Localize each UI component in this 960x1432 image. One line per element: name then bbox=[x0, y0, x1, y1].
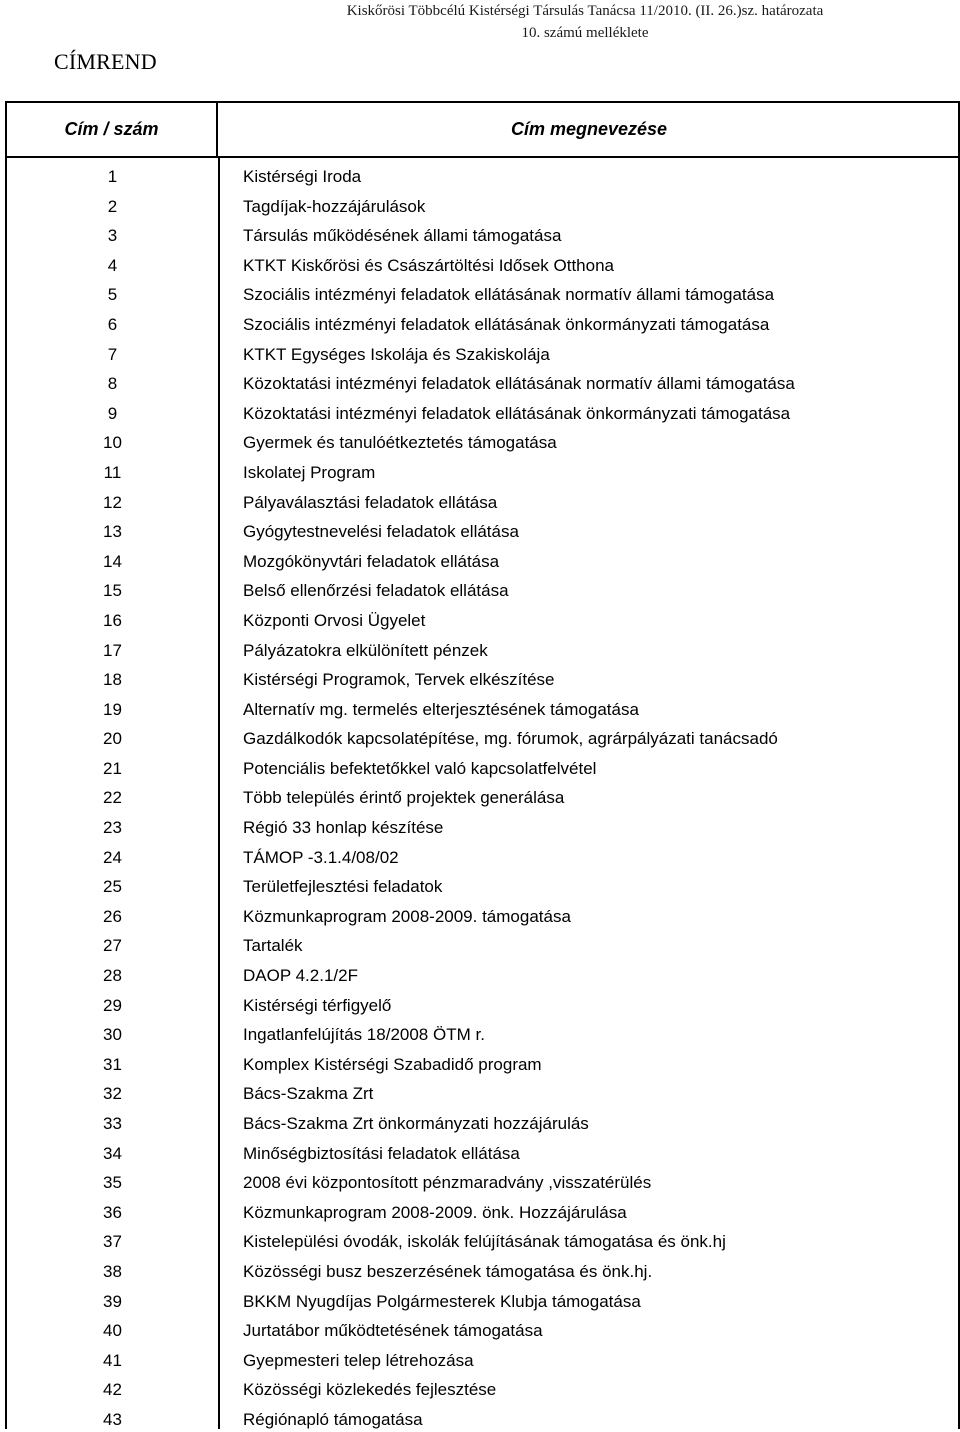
table-row bbox=[7, 1287, 958, 1317]
row-name-cell: Alternatív mg. termelés elterjesztésének támogatása bbox=[243, 699, 639, 719]
row-name-cell: Kistérségi Programok, Tervek elkészítése bbox=[243, 670, 555, 690]
row-name-cell: Ingatlanfelújítás 18/2008 ÖTM r. bbox=[243, 1025, 485, 1045]
row-name-cell: Közmunkaprogram 2008-2009. támogatása bbox=[243, 906, 571, 926]
table-row bbox=[7, 813, 958, 843]
row-number-cell: 36 bbox=[103, 1202, 122, 1222]
row-name-cell: Közoktatási intézményi feladatok ellátásának normatív állami támogatása bbox=[243, 374, 795, 394]
row-number-cell: 40 bbox=[103, 1321, 122, 1341]
row-name-cell: Tagdíjak-hozzájárulások bbox=[243, 196, 426, 216]
row-name-cell: Bács-Szakma Zrt bbox=[243, 1084, 374, 1104]
table-row bbox=[7, 517, 958, 547]
row-name-cell: Komplex Kistérségi Szabadidő program bbox=[243, 1054, 542, 1074]
row-name-cell: BKKM Nyugdíjas Polgármesterek Klubja támogatása bbox=[243, 1291, 641, 1311]
row-name-cell: Bács-Szakma Zrt önkormányzati hozzájárulás bbox=[243, 1114, 589, 1133]
row-number-cell: 21 bbox=[103, 758, 122, 778]
table-row bbox=[7, 961, 958, 991]
table-row bbox=[7, 1198, 958, 1228]
row-number-cell: 13 bbox=[103, 522, 122, 542]
row-name-cell: Tartalék bbox=[243, 936, 303, 956]
row-name-cell: Pályaválasztási feladatok ellátása bbox=[243, 492, 498, 512]
row-name-cell: Kistérségi Iroda bbox=[243, 167, 362, 186]
row-number-cell: 15 bbox=[103, 581, 122, 601]
row-number-cell: 35 bbox=[103, 1173, 122, 1193]
row-number-cell: 22 bbox=[103, 788, 122, 808]
row-name-cell: Gazdálkodók kapcsolatépítése, mg. fórumok, agrárpályázati tanácsadó bbox=[243, 729, 778, 749]
table-row bbox=[7, 991, 958, 1021]
row-name-cell: Gyermek és tanulóétkeztetés támogatása bbox=[243, 433, 557, 453]
row-number-cell: 16 bbox=[103, 610, 122, 630]
table-row bbox=[7, 754, 958, 784]
row-number-cell: 19 bbox=[103, 699, 122, 719]
row-name-cell: Területfejlesztési feladatok bbox=[243, 877, 443, 897]
row-name-cell: Jurtatábor működtetésének támogatása bbox=[243, 1321, 543, 1341]
document-header bbox=[300, 0, 870, 44]
row-name-cell: Központi Orvosi Ügyelet bbox=[243, 610, 426, 630]
table-row bbox=[7, 665, 958, 695]
table-row bbox=[7, 724, 958, 754]
row-name-cell: Szociális intézményi feladatok ellátásának normatív állami támogatása bbox=[243, 285, 775, 305]
row-name-cell: Gyógytestnevelési feladatok ellátása bbox=[243, 522, 519, 542]
table-body bbox=[7, 162, 958, 1432]
row-number-cell: 10 bbox=[103, 433, 122, 453]
row-name-cell: Közösségi közlekedés fejlesztése bbox=[243, 1380, 497, 1400]
column-header-number: Cím / szám bbox=[7, 103, 218, 156]
row-number-cell: 8 bbox=[107, 374, 118, 394]
table-row bbox=[7, 931, 958, 961]
table-row bbox=[7, 369, 958, 399]
table-row bbox=[7, 310, 958, 340]
table-row bbox=[7, 340, 958, 370]
row-number-cell: 17 bbox=[103, 640, 122, 660]
row-number-cell: 27 bbox=[103, 936, 122, 956]
table-row bbox=[7, 695, 958, 725]
table-row bbox=[7, 1257, 958, 1287]
row-name-cell: Kistelepülési óvodák, iskolák felújításának támogatása és önk.hj bbox=[243, 1232, 726, 1252]
table-row bbox=[7, 1109, 958, 1139]
table-row bbox=[7, 488, 958, 518]
table-row bbox=[7, 428, 958, 458]
header-annex-line: 10. számú melléklete bbox=[521, 25, 649, 41]
row-number-cell: 6 bbox=[107, 314, 118, 334]
row-number-cell: 24 bbox=[103, 847, 122, 867]
table-row bbox=[7, 1050, 958, 1080]
table-row bbox=[7, 251, 958, 281]
row-number-cell: 28 bbox=[103, 966, 122, 986]
table-row bbox=[7, 1227, 958, 1257]
row-name-cell: Közmunkaprogram 2008-2009. önk. Hozzájárulása bbox=[243, 1202, 627, 1222]
row-name-cell: Minőségbiztosítási feladatok ellátása bbox=[243, 1143, 520, 1163]
row-number-cell: 41 bbox=[103, 1350, 122, 1370]
row-number-cell: 18 bbox=[103, 670, 122, 690]
row-name-cell: KTKT Egységes Iskolája és Szakiskolája bbox=[243, 344, 550, 364]
row-name-cell: Közösségi busz beszerzésének támogatása és önk.hj. bbox=[243, 1261, 653, 1281]
table-row bbox=[7, 280, 958, 310]
table-row bbox=[7, 192, 958, 222]
table-row bbox=[7, 1375, 958, 1405]
table-row bbox=[7, 221, 958, 251]
table-row bbox=[7, 399, 958, 429]
row-number-cell: 9 bbox=[107, 403, 118, 423]
title-register-table bbox=[5, 101, 960, 1429]
row-number-cell: 33 bbox=[103, 1114, 122, 1133]
row-number-cell: 11 bbox=[103, 462, 122, 482]
table-row bbox=[7, 902, 958, 932]
row-name-cell: Mozgókönyvtári feladatok ellátása bbox=[243, 551, 500, 571]
table-row bbox=[7, 1346, 958, 1376]
row-number-cell: 2 bbox=[107, 196, 118, 216]
page-title: CÍMREND bbox=[54, 49, 157, 74]
table-row bbox=[7, 458, 958, 488]
row-name-cell: Potenciális befektetőkkel való kapcsolatfelvétel bbox=[243, 758, 597, 778]
row-name-cell: TÁMOP -3.1.4/08/02 bbox=[243, 847, 399, 867]
table-row bbox=[7, 1020, 958, 1050]
table-row bbox=[7, 1316, 958, 1346]
row-name-cell: Régió 33 honlap készítése bbox=[243, 818, 444, 838]
row-name-cell: KTKT Kiskőrösi és Császártöltési Idősek Otthona bbox=[243, 255, 615, 275]
column-header-name: Cím megnevezése bbox=[510, 119, 668, 139]
row-number-cell: 38 bbox=[103, 1261, 122, 1281]
row-number-cell: 29 bbox=[103, 995, 122, 1015]
row-number-cell: 3 bbox=[107, 226, 118, 246]
row-number-cell: 32 bbox=[103, 1084, 122, 1104]
table-row bbox=[7, 1139, 958, 1169]
row-number-cell: 30 bbox=[103, 1025, 122, 1045]
row-name-cell: 2008 évi központosított pénzmaradvány ,visszatérülés bbox=[243, 1173, 652, 1193]
row-number-cell: 25 bbox=[103, 877, 122, 897]
row-name-cell: Kistérségi térfigyelő bbox=[243, 995, 392, 1015]
row-name-cell: Pályázatokra elkülönített pénzek bbox=[243, 640, 488, 660]
row-name-cell: Gyepmesteri telep létrehozása bbox=[243, 1350, 474, 1370]
row-number-cell: 37 bbox=[103, 1232, 122, 1252]
row-number-cell: 4 bbox=[107, 255, 118, 275]
table-row bbox=[7, 547, 958, 577]
row-number-cell: 23 bbox=[103, 818, 122, 838]
table-row bbox=[7, 636, 958, 666]
row-number-cell: 34 bbox=[103, 1143, 122, 1163]
row-number-cell: 5 bbox=[107, 285, 118, 305]
row-name-cell: Társulás működésének állami támogatása bbox=[243, 226, 562, 246]
row-number-cell: 14 bbox=[103, 551, 122, 571]
header-resolution-line: Kiskőrösi Többcélú Kistérségi Társulás Tanácsa 11/2010. (II. 26.)sz. határozata bbox=[346, 3, 824, 19]
row-number-cell: 7 bbox=[107, 344, 118, 364]
table-header-row bbox=[7, 103, 958, 158]
row-number-cell: 26 bbox=[103, 906, 122, 926]
row-name-cell: Szociális intézményi feladatok ellátásának önkormányzati támogatása bbox=[243, 314, 770, 334]
row-name-cell: Belső ellenőrzési feladatok ellátása bbox=[243, 581, 509, 601]
table-row bbox=[7, 1079, 958, 1109]
table-row bbox=[7, 783, 958, 813]
row-number-cell: 1 bbox=[107, 167, 118, 186]
row-number-cell: 43 bbox=[103, 1409, 122, 1429]
row-number-cell: 42 bbox=[103, 1380, 122, 1400]
row-number-cell: 31 bbox=[103, 1054, 122, 1074]
row-name-cell: Közoktatási intézményi feladatok ellátásának önkormányzati támogatása bbox=[243, 403, 791, 423]
table-row bbox=[7, 606, 958, 636]
row-name-cell: Régiónapló támogatása bbox=[243, 1409, 423, 1429]
table-row bbox=[7, 1405, 958, 1432]
row-name-cell: Iskolatej Program bbox=[243, 462, 376, 482]
table-row bbox=[7, 1168, 958, 1198]
row-number-cell: 20 bbox=[103, 729, 122, 749]
table-row bbox=[7, 162, 958, 192]
row-number-cell: 12 bbox=[103, 492, 122, 512]
row-name-cell: Több település érintő projektek generálása bbox=[243, 788, 565, 808]
table-row bbox=[7, 576, 958, 606]
row-name-cell: DAOP 4.2.1/2F bbox=[243, 966, 358, 986]
row-number-cell: 39 bbox=[103, 1291, 122, 1311]
table-row bbox=[7, 872, 958, 902]
table-row bbox=[7, 843, 958, 873]
